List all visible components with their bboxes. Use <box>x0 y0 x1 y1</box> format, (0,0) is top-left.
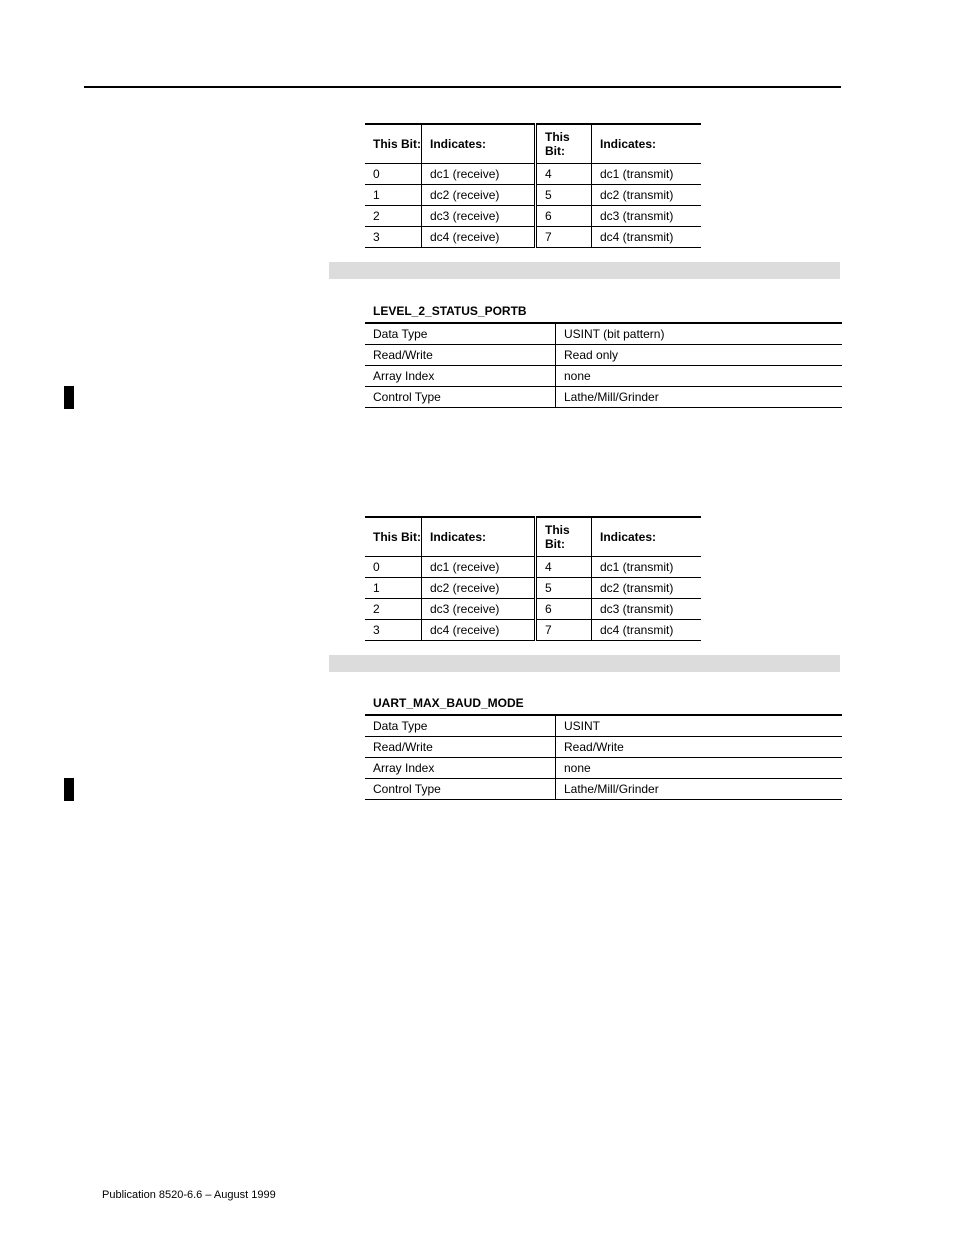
bit-number: 6 <box>536 599 592 620</box>
table-row <box>365 387 842 408</box>
property-name: Data Type <box>365 715 556 737</box>
bit-meaning: dc4 (transmit) <box>592 227 702 248</box>
table-row <box>365 758 842 779</box>
property-value: Lathe/Mill/Grinder <box>556 387 843 408</box>
property-title: UART_MAX_BAUD_MODE <box>373 696 524 710</box>
bit-meaning: dc4 (receive) <box>422 620 536 641</box>
table-row <box>365 164 701 185</box>
property-value: none <box>556 758 843 779</box>
table-row <box>365 345 842 366</box>
change-bar <box>64 386 74 409</box>
header-this-bit: This Bit: <box>536 124 592 164</box>
property-name: Array Index <box>365 758 556 779</box>
table-row <box>365 599 701 620</box>
header-this-bit: This Bit: <box>365 124 422 164</box>
bit-number: 2 <box>365 599 422 620</box>
table-row <box>365 715 842 737</box>
property-name: Read/Write <box>365 737 556 758</box>
bit-meaning: dc3 (transmit) <box>592 206 702 227</box>
bit-meaning: dc3 (receive) <box>422 206 536 227</box>
property-name: Control Type <box>365 779 556 800</box>
bit-number: 0 <box>365 557 422 578</box>
bit-number: 7 <box>536 227 592 248</box>
bit-table-2 <box>365 516 701 641</box>
bit-table-header-row <box>365 517 701 557</box>
table-row <box>365 323 842 345</box>
header-this-bit: This Bit: <box>365 517 422 557</box>
section-divider <box>329 655 840 672</box>
bit-meaning: dc2 (transmit) <box>592 578 702 599</box>
property-name: Read/Write <box>365 345 556 366</box>
header-indicates: Indicates: <box>592 517 702 557</box>
bit-number: 7 <box>536 620 592 641</box>
property-name: Array Index <box>365 366 556 387</box>
property-table-level-2-status-portb <box>365 322 842 408</box>
table-row <box>365 620 701 641</box>
header-indicates: Indicates: <box>422 124 536 164</box>
bit-meaning: dc4 (receive) <box>422 227 536 248</box>
table-row <box>365 779 842 800</box>
bit-number: 3 <box>365 227 422 248</box>
property-value: Read only <box>556 345 843 366</box>
publication-footer: Publication 8520-6.6 – August 1999 <box>102 1189 276 1201</box>
bit-number: 4 <box>536 557 592 578</box>
bit-meaning: dc3 (receive) <box>422 599 536 620</box>
bit-meaning: dc1 (receive) <box>422 557 536 578</box>
bit-meaning: dc3 (transmit) <box>592 599 702 620</box>
header-rule <box>84 86 841 88</box>
property-title: LEVEL_2_STATUS_PORTB <box>373 304 527 318</box>
table-row <box>365 557 701 578</box>
bit-number: 5 <box>536 185 592 206</box>
bit-meaning: dc2 (receive) <box>422 578 536 599</box>
bit-meaning: dc4 (transmit) <box>592 620 702 641</box>
table-row <box>365 366 842 387</box>
property-value: Read/Write <box>556 737 843 758</box>
change-bar <box>64 778 74 801</box>
property-value: none <box>556 366 843 387</box>
bit-meaning: dc1 (transmit) <box>592 164 702 185</box>
bit-number: 2 <box>365 206 422 227</box>
bit-meaning: dc1 (transmit) <box>592 557 702 578</box>
table-row <box>365 737 842 758</box>
bit-meaning: dc1 (receive) <box>422 164 536 185</box>
header-indicates: Indicates: <box>422 517 536 557</box>
property-name: Control Type <box>365 387 556 408</box>
property-value: USINT <box>556 715 843 737</box>
section-divider <box>329 262 840 279</box>
bit-table-header-row <box>365 124 701 164</box>
table-row <box>365 185 701 206</box>
bit-number: 5 <box>536 578 592 599</box>
bit-number: 6 <box>536 206 592 227</box>
bit-number: 0 <box>365 164 422 185</box>
table-row <box>365 578 701 599</box>
table-row <box>365 206 701 227</box>
property-table-uart-max-baud-mode <box>365 714 842 800</box>
header-this-bit: This Bit: <box>536 517 592 557</box>
bit-meaning: dc2 (receive) <box>422 185 536 206</box>
bit-number: 4 <box>536 164 592 185</box>
bit-number: 1 <box>365 578 422 599</box>
table-row <box>365 227 701 248</box>
bit-meaning: dc2 (transmit) <box>592 185 702 206</box>
header-indicates: Indicates: <box>592 124 702 164</box>
bit-number: 1 <box>365 185 422 206</box>
property-value: USINT (bit pattern) <box>556 323 843 345</box>
bit-table-1 <box>365 123 701 248</box>
property-name: Data Type <box>365 323 556 345</box>
property-value: Lathe/Mill/Grinder <box>556 779 843 800</box>
bit-number: 3 <box>365 620 422 641</box>
